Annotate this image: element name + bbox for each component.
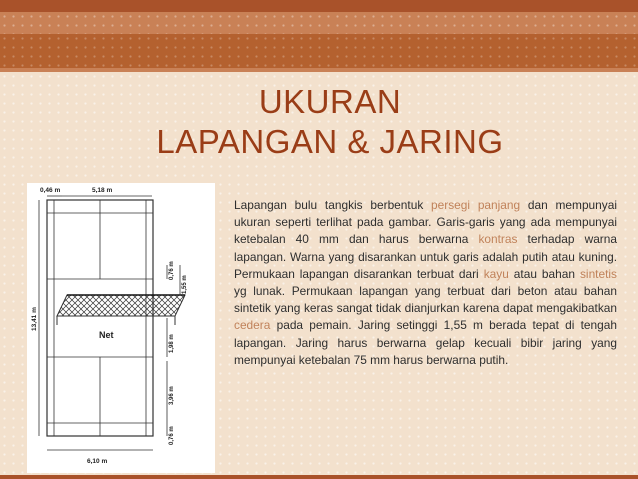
highlight-cedera: cedera <box>234 318 271 333</box>
footer-band <box>0 475 638 479</box>
highlight-kontras: kontras <box>478 232 518 247</box>
description-part-3: terhadap warna lapangan. Warna yang disarankan untuk garis adalah putih atau kuning. Permukaan lapangan disarankan terbuat dari <box>234 232 617 281</box>
net-shape <box>57 295 185 316</box>
header-band-light <box>0 12 638 34</box>
title-line-1: UKURAN <box>258 83 402 120</box>
description-part-2: dan mempunyai ukuran seperti terlihat pada gambar. Garis-garis yang ada mempunyai ketebalan 40 mm dan harus berwarna <box>234 198 617 247</box>
header-band-thin <box>0 68 638 72</box>
label-dim-right-3: 1,98 m <box>169 334 175 353</box>
header-band-dark <box>0 0 638 12</box>
description-text <box>234 197 617 369</box>
label-dim-top-left: 0,46 m <box>40 187 61 194</box>
description-part-4: atau bahan <box>508 266 580 281</box>
title-line-2: LAPANGAN & JARING <box>156 123 504 160</box>
description-part-6: pada pemain. Jaring setinggi 1,55 m berada tepat di tengah lapangan. Jaring harus berwarna gelap kecuali bibir jaring yang mempunyai ketebalan 75 mm harus berwarna putih. <box>234 318 617 367</box>
label-dim-left-total: 13,41 m <box>31 307 38 331</box>
label-dim-top-mid: 5,18 m <box>92 187 113 194</box>
highlight-persegi-panjang: persegi panjang <box>431 198 521 212</box>
court-diagram <box>27 183 215 473</box>
header-band-rust <box>0 34 638 68</box>
description-part-5: yg lunak. Permukaan lapangan yang terbuat dari beton atau bahan sintetik yang keras sangat tidak dianjurkan karena dapat mengakibatkan <box>234 284 617 316</box>
label-dim-bottom: 6,10 m <box>87 458 108 465</box>
highlight-kayu: kayu <box>483 266 509 281</box>
label-dim-right-4: 3,96 m <box>169 386 175 405</box>
net-label: Net <box>99 330 114 340</box>
label-dim-right-5: 0,76 m <box>169 426 175 445</box>
description-part-1: Lapangan bulu tangkis berbentuk <box>234 198 432 212</box>
label-dim-right-1: 0,76 m <box>169 261 175 280</box>
court-diagram-svg <box>27 183 215 473</box>
slide-title <box>130 82 530 162</box>
highlight-sintetis: sintetis <box>579 266 617 281</box>
label-dim-right-2: 1,55 m <box>182 275 188 294</box>
